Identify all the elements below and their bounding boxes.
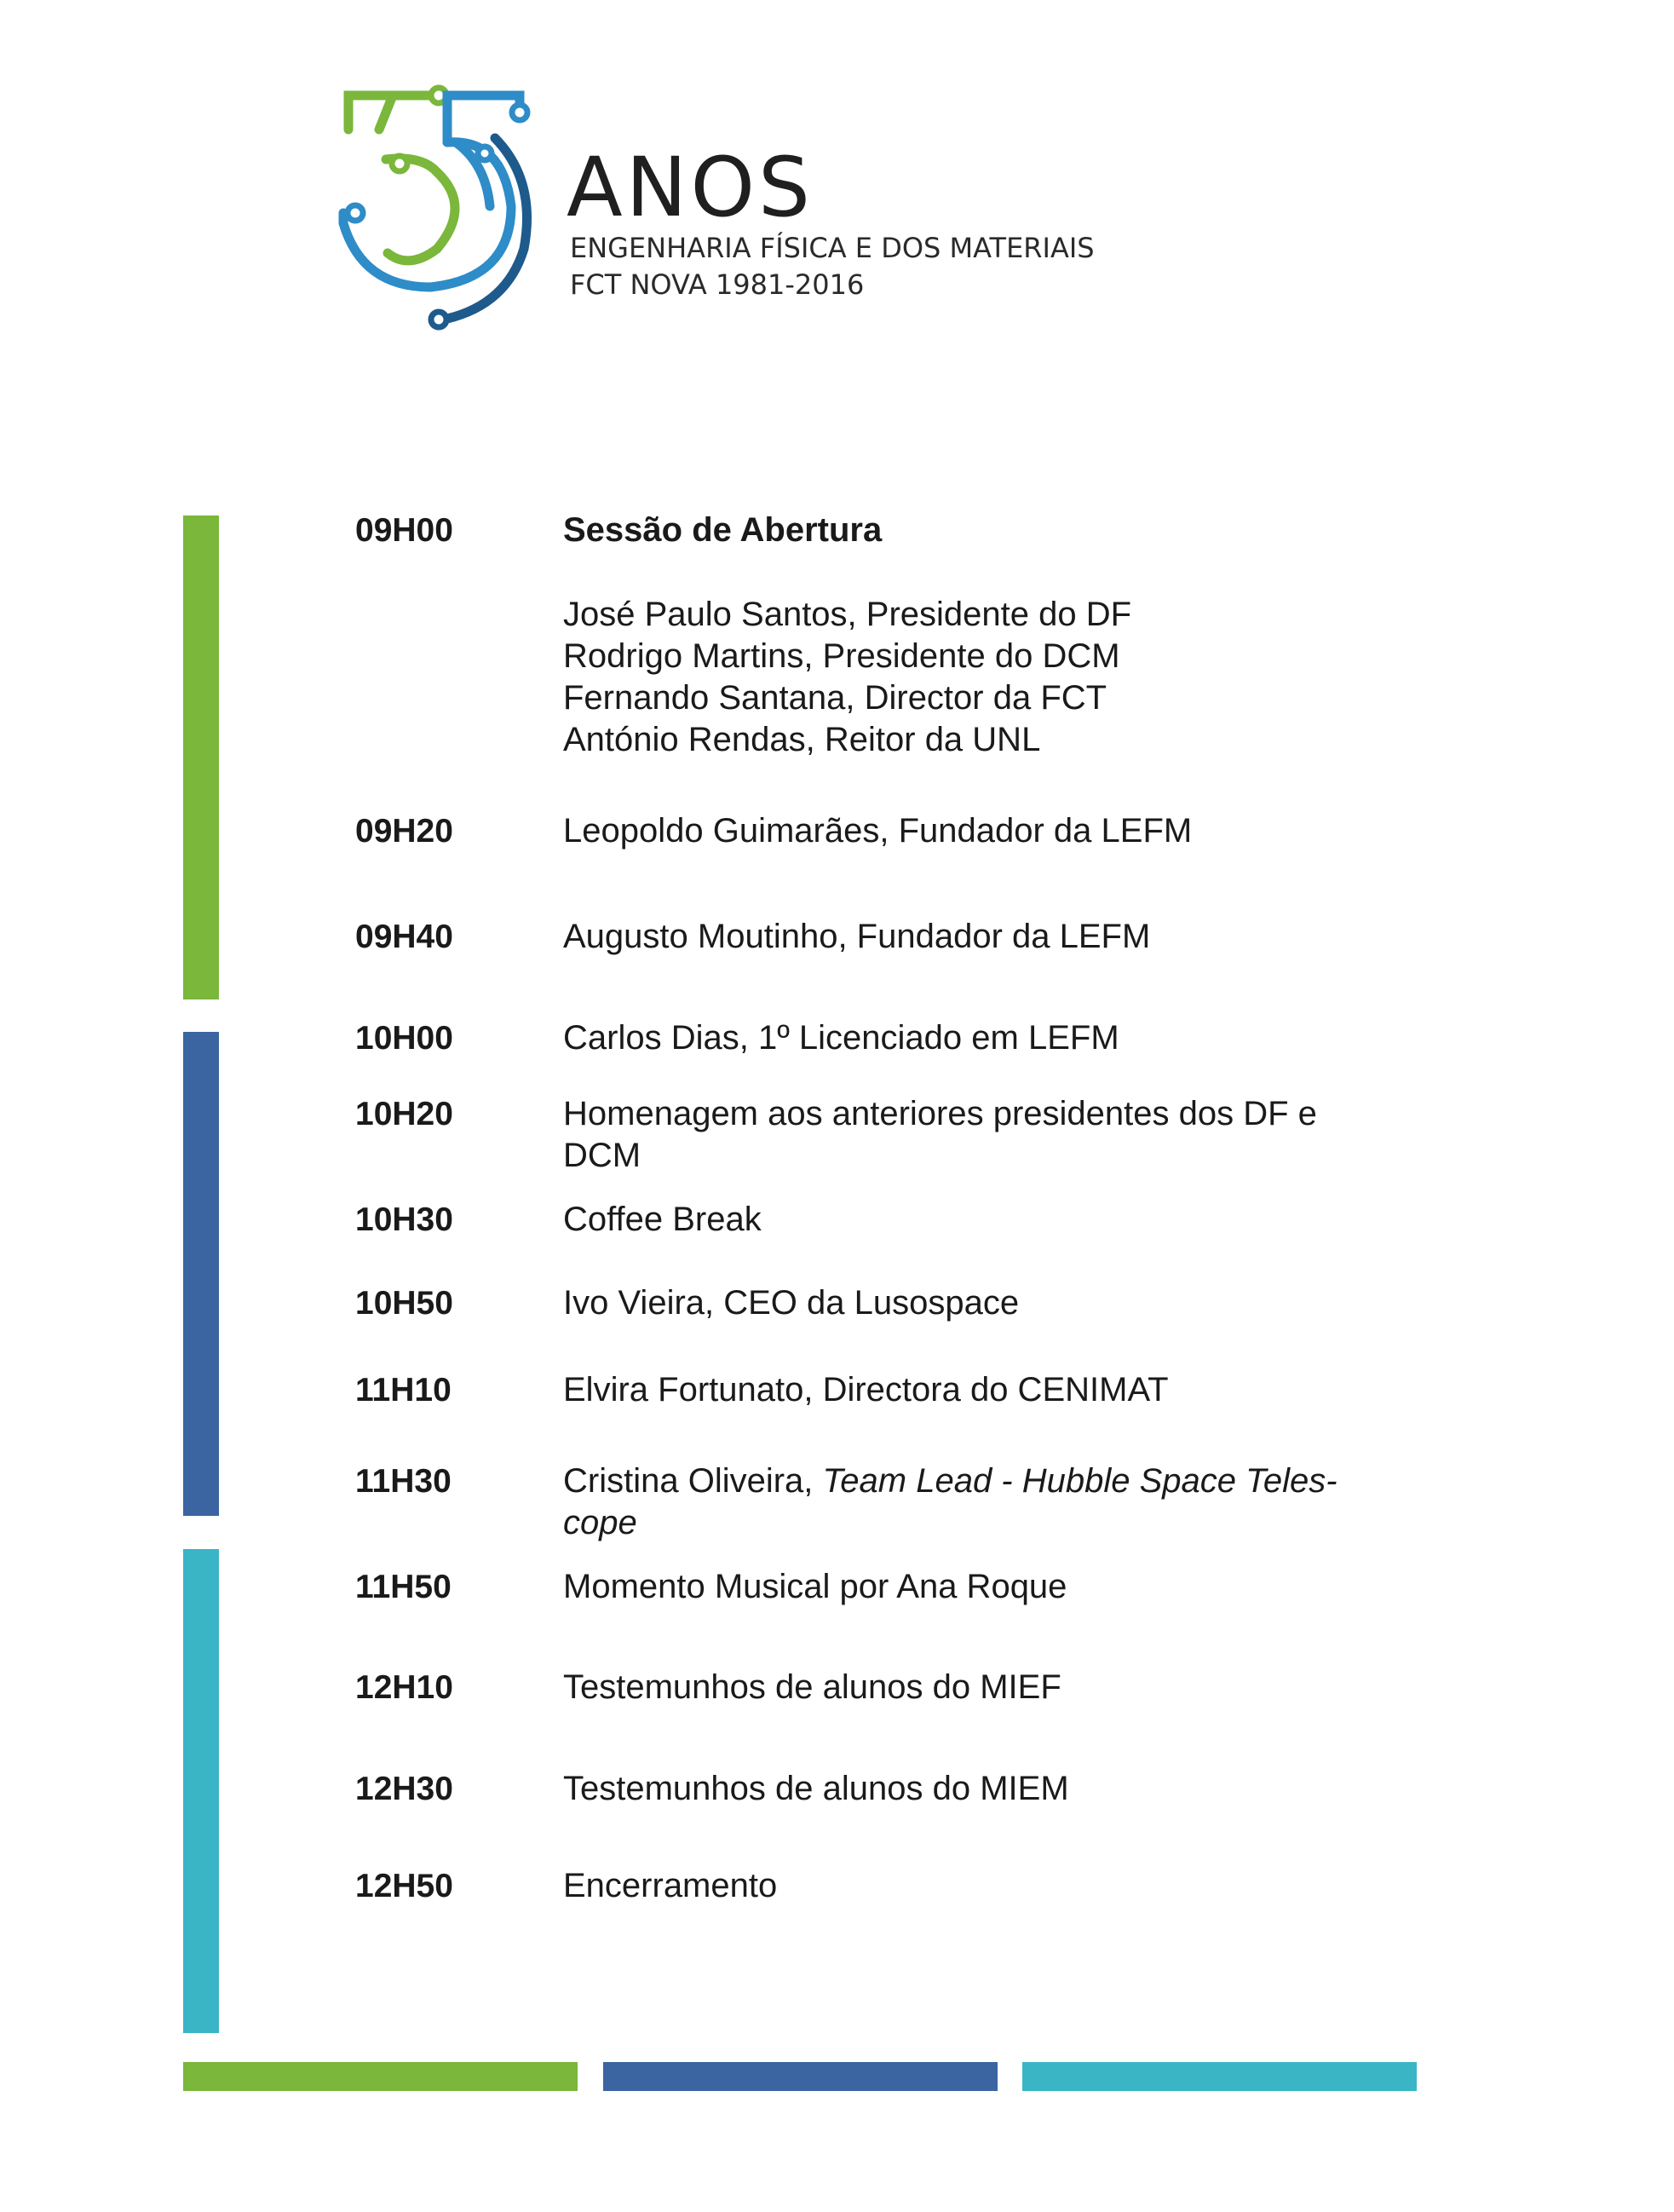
schedule-time: 11H10 bbox=[355, 1372, 452, 1408]
speaker-role: Team Lead - Hubble Space Teles- bbox=[822, 1462, 1337, 1500]
schedule-text-line bbox=[563, 1460, 1415, 1502]
schedule-title: Sessão de Abertura bbox=[563, 511, 883, 549]
schedule-text: Momento Musical por Ana Roque bbox=[563, 1568, 1067, 1605]
logo-subtitle: ENGENHARIA FÍSICA E DOS MATERIAIS bbox=[570, 232, 1095, 264]
schedule-time: 12H30 bbox=[355, 1771, 453, 1807]
schedule-text: Testemunhos de alunos do MIEM bbox=[563, 1770, 1069, 1807]
schedule-text: Elvira Fortunato, Directora do CENIMAT bbox=[563, 1371, 1169, 1408]
teal-horizontal-bar bbox=[1022, 2062, 1417, 2091]
schedule-time: 09H20 bbox=[355, 813, 453, 850]
schedule-text: Leopoldo Guimarães, Fundador da LEFM bbox=[563, 812, 1193, 850]
schedule-time: 10H50 bbox=[355, 1285, 453, 1322]
blue-vertical-bar bbox=[183, 1032, 219, 1516]
schedule-text: Augusto Moutinho, Fundador da LEFM bbox=[563, 918, 1151, 955]
green-horizontal-bar bbox=[183, 2062, 578, 2091]
schedule-time: 12H10 bbox=[355, 1669, 453, 1706]
schedule-text bbox=[563, 1093, 1415, 1177]
schedule-text-line: Homenagem aos anteriores presidentes dos DF e bbox=[563, 1095, 1317, 1132]
green-vertical-bar bbox=[183, 516, 219, 999]
schedule-time: 09H00 bbox=[355, 512, 453, 549]
logo-word: ANOS bbox=[567, 140, 814, 235]
schedule-time: 10H00 bbox=[355, 1020, 453, 1057]
teal-vertical-bar bbox=[183, 1549, 219, 2033]
schedule-time: 11H30 bbox=[355, 1463, 452, 1500]
schedule-time: 10H30 bbox=[355, 1201, 453, 1238]
schedule-text: Ivo Vieira, CEO da Lusospace bbox=[563, 1284, 1020, 1322]
speaker-role-continued: cope bbox=[563, 1504, 637, 1541]
schedule-text: Coffee Break bbox=[563, 1201, 762, 1238]
blue-horizontal-bar bbox=[603, 2062, 998, 2091]
logo-35-circuit-icon bbox=[328, 78, 558, 334]
schedule-time: 12H50 bbox=[355, 1868, 453, 1904]
schedule-text-line: DCM bbox=[563, 1137, 641, 1174]
logo-dates: FCT NOVA 1981-2016 bbox=[570, 268, 865, 301]
speakers bbox=[563, 594, 1415, 761]
schedule-text bbox=[563, 1460, 1415, 1544]
schedule-time: 09H40 bbox=[355, 919, 453, 955]
speaker-name: Cristina Oliveira, bbox=[563, 1462, 823, 1500]
speaker: António Rendas, Reitor da UNL bbox=[563, 721, 1041, 758]
schedule-text: Encerramento bbox=[563, 1867, 778, 1904]
schedule-text: Testemunhos de alunos do MIEF bbox=[563, 1668, 1061, 1706]
speaker: Fernando Santana, Director da FCT bbox=[563, 679, 1107, 717]
anniversary-logo bbox=[328, 78, 1095, 334]
speaker: Rodrigo Martins, Presidente do DCM bbox=[563, 637, 1120, 675]
schedule-time: 11H50 bbox=[355, 1569, 452, 1605]
schedule-time: 10H20 bbox=[355, 1096, 453, 1132]
speaker: José Paulo Santos, Presidente do DF bbox=[563, 596, 1132, 633]
schedule-text: Carlos Dias, 1º Licenciado em LEFM bbox=[563, 1019, 1119, 1057]
